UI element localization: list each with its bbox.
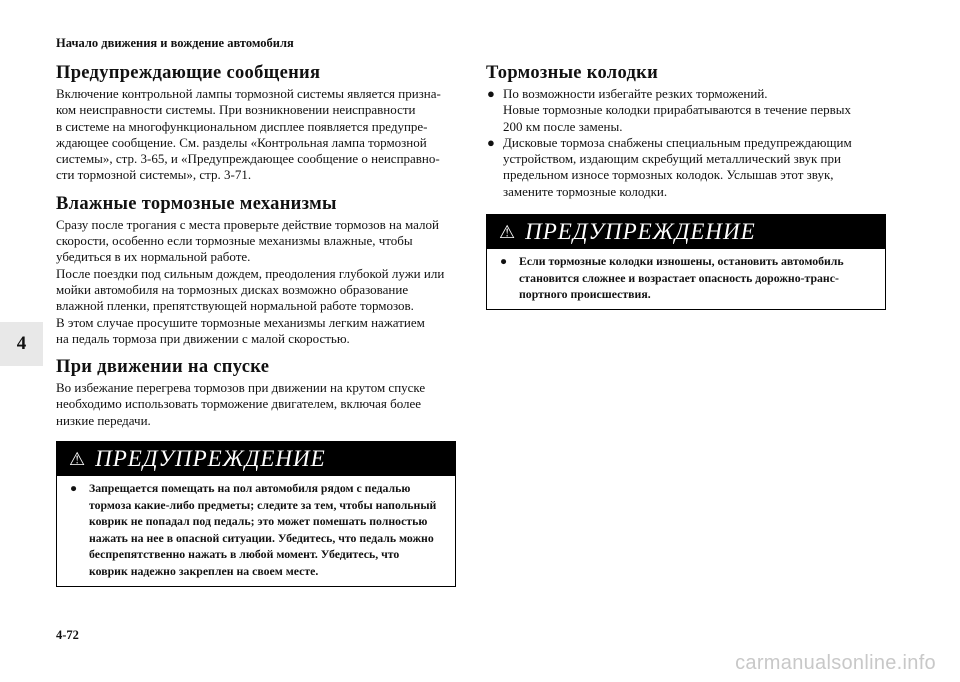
section-title-wet-brakes: Влажные тормозные механизмы [56, 193, 337, 214]
section-title-downhill: При движении на спуске [56, 357, 270, 378]
warning-title: ПРЕДУПРЕЖДЕНИЕ [95, 446, 326, 472]
warning-box-floor-mat [56, 441, 456, 587]
warning-item: ● Если тормозные колодки изношены, остановить автомобиль становится сложнее и возрастает опасность дорожно-транс- портного происшествия. [500, 254, 844, 302]
warning-triangle-icon: ⚠ [499, 221, 516, 242]
warning-title: ПРЕДУПРЕЖДЕНИЕ [525, 219, 756, 245]
warning-item: ● Запрещается помещать на пол автомобиля рядом с педалью тормоза какие-либо предметы; следите за тем, чтобы напольный коврик не попадал под педаль; это может помешать полностью нажать на нее в опасной ситуации. Убедитесь, что педаль можно беспрепятственно нажать в любой момент. Убедитесь, что коврик надежно закреплен на своем месте. [70, 481, 437, 579]
warning-header [487, 215, 885, 249]
bullet-icon: ● [500, 254, 508, 269]
right-column [486, 62, 886, 310]
section-text-wet-brakes: Сразу после трогания с места проверьте действие тормозов на малой скорости, особенно если тормозные механизмы влажные, чтобы убедиться в их нормальной работе. После поездки под сильным дождем, преодоления глубокой лужи или мойки автомобиля на тормозных дисках возможно образование влажной пленки, препятствующей нормальной работе тормозов. В этом случае просушите тормозные механизмы легким нажатием на педаль тормоза при движении с малой скоростью. [56, 216, 445, 346]
chapter-tab: 4 [0, 322, 43, 366]
list-item: ● Дисковые тормоза снабжены специальным предупреждающим устройством, издающим скребущий металлический звук при предельном износе тормозных колодок. Услышав этот звук, замените тормозные колодки. [487, 134, 852, 199]
section-title-brake-pads: Тормозные колодки [486, 63, 659, 83]
bullet-icon: ● [487, 86, 495, 101]
section-text-warning-messages: Включение контрольной лампы тормозной системы является призна- ком неисправности системы. При возникновении неисправности в системе на многофункциональном дисплее появляется предупре- ждающее сообщение. См. разделы «Контрольная лампа тормозной системы», стр. 3-65, и «Предупреждающее сообщение о неисправно- сти тормозной системы», стр. 3-71. [56, 86, 441, 183]
bullet-icon: ● [70, 481, 78, 496]
bullet-icon: ● [487, 134, 495, 150]
warning-triangle-icon: ⚠ [69, 448, 86, 469]
section-title-warning-messages: Предупреждающие сообщения [56, 63, 321, 83]
warning-body [487, 249, 885, 309]
warning-header [57, 442, 455, 476]
left-column [56, 62, 456, 587]
running-header: Начало движения и вождение автомобиля [56, 36, 294, 50]
section-text-downhill: Во избежание перегрева тормозов при движении на крутом спуске необходимо использовать торможение двигателем, включая более низкие передачи. [56, 380, 426, 428]
warning-box-brake-pads [486, 214, 886, 310]
warning-body [57, 476, 455, 586]
list-item: ● По возможности избегайте резких торможений. Новые тормозные колодки прирабатываются в течение первых 200 км после замены. [487, 86, 852, 134]
page-number: 4-72 [56, 628, 79, 642]
watermark: carmanualsonline.info [735, 652, 936, 674]
brake-pads-list [486, 86, 886, 200]
